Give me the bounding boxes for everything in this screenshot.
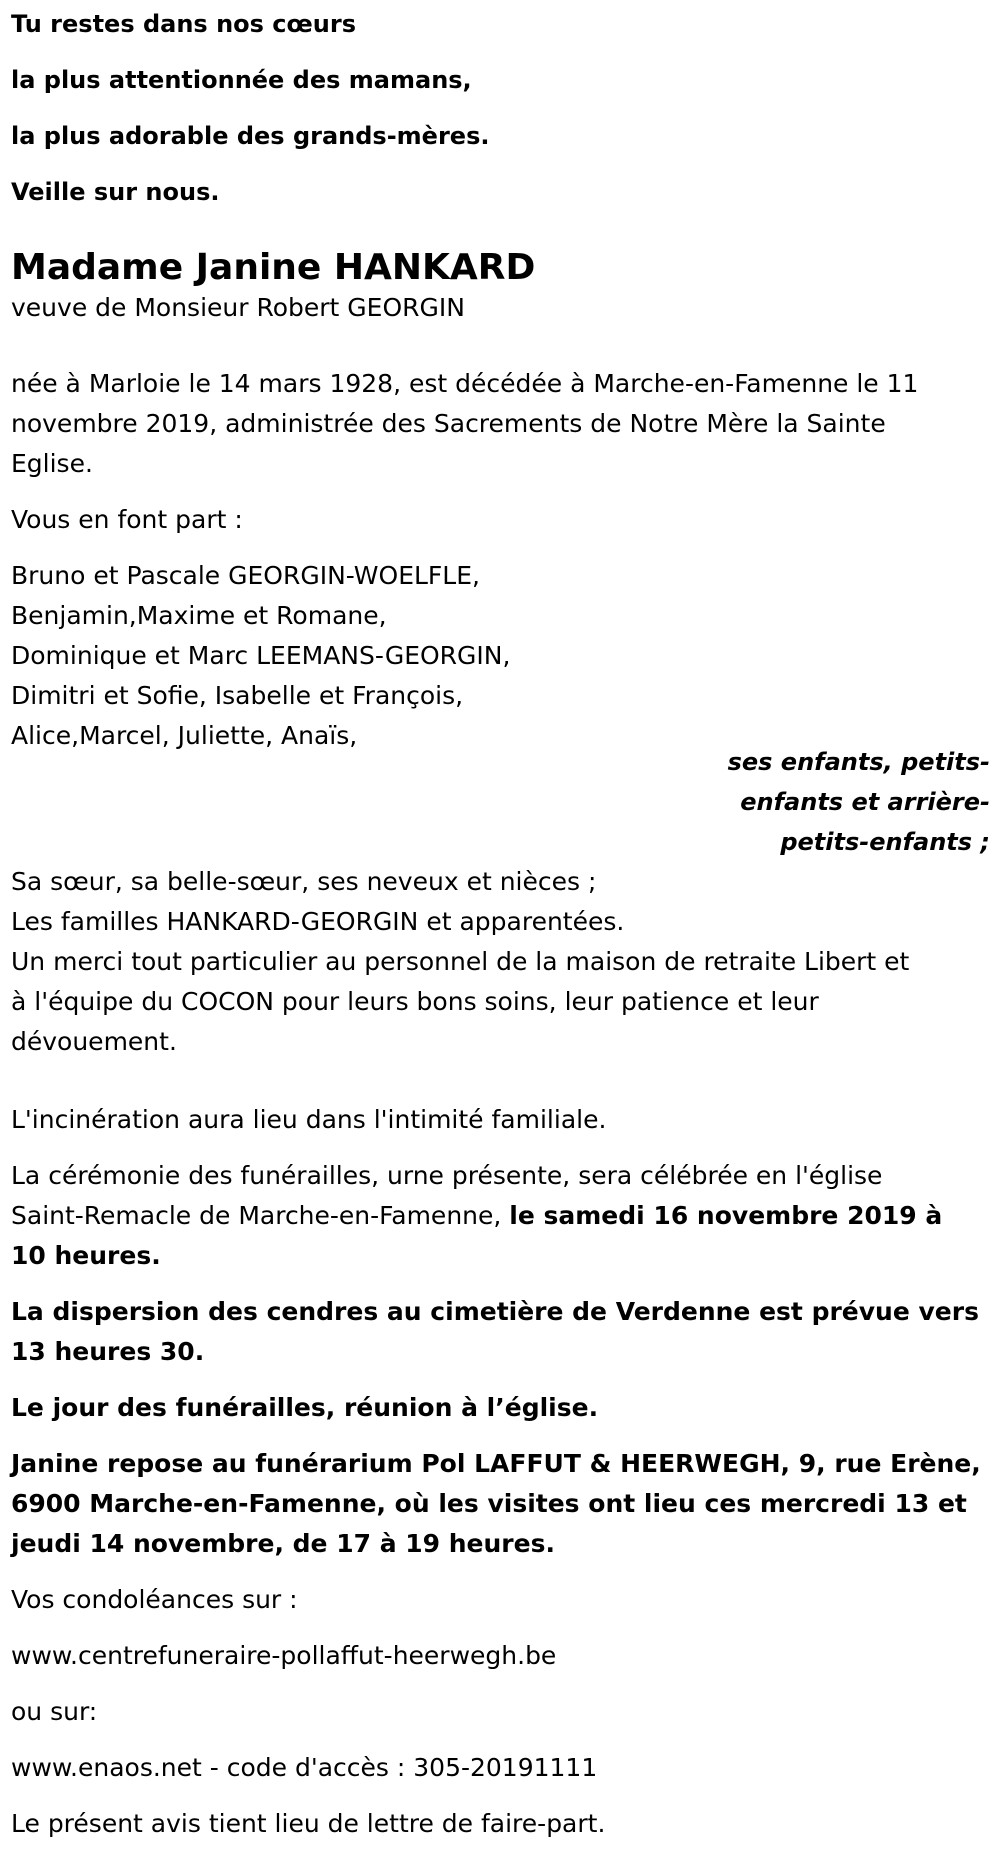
family-line: Alice,Marcel, Juliette, Anaïs, xyxy=(11,721,358,750)
verse-line: la plus attentionnée des mamans, xyxy=(11,66,472,94)
thanks-paragraph xyxy=(11,942,990,1062)
thanks-line: Un merci tout particulier au personnel de la maison de retraite Libert et xyxy=(11,947,910,976)
other-family xyxy=(11,862,990,942)
condolences-link-secondary[interactable]: www.enaos.net - code d'accès : 305-20191111 xyxy=(11,1753,598,1782)
condolences-label: Vos condoléances sur : xyxy=(11,1585,298,1614)
verse-line: la plus adorable des grands-mères. xyxy=(11,122,490,150)
family-role xyxy=(11,742,990,862)
thanks-line: dévouement. xyxy=(11,1027,177,1056)
announce-label: Vous en font part : xyxy=(11,505,243,534)
family-line: Dominique et Marc LEEMANS-GEORGIN, xyxy=(11,641,511,670)
verse-line: Veille sur nous. xyxy=(11,178,220,206)
footer-note: Le présent avis tient lieu de lettre de faire-part. xyxy=(11,1809,606,1838)
condolences-link-primary[interactable]: www.centrefuneraire-pollaffut-heerwegh.be xyxy=(11,1641,557,1670)
incineration-notice: L'incinération aura lieu dans l'intimité familiale. xyxy=(11,1105,607,1134)
verse-block xyxy=(11,0,990,220)
ceremony-time: 10 heures. xyxy=(11,1241,161,1270)
birth-death-line: née à Marloie le 14 mars 1928, est décédée à Marche-en-Famenne le 11 xyxy=(11,369,919,398)
family-line: Bruno et Pascale GEORGIN-WOELFLE, xyxy=(11,561,480,590)
birth-death-line: Eglise. xyxy=(11,449,93,478)
ceremony-paragraph xyxy=(11,1156,990,1276)
family-line: Dimitri et Sofie, Isabelle et François, xyxy=(11,681,464,710)
other-family-line: Les familles HANKARD-GEORGIN et apparentées. xyxy=(11,907,625,936)
ceremony-line: La cérémonie des funérailles, urne présente, sera célébrée en l'église xyxy=(11,1161,883,1190)
deceased-subtitle: veuve de Monsieur Robert GEORGIN xyxy=(11,293,465,322)
ceremony-date: le samedi 16 novembre 2019 à xyxy=(509,1201,943,1230)
family-role-line: enfants et arrière- xyxy=(740,788,990,816)
funeral-home-line: Janine repose au funérarium Pol LAFFUT & HEERWEGH, 9, rue Erène, xyxy=(11,1449,981,1478)
verse-line: Tu restes dans nos cœurs xyxy=(11,10,356,38)
spacer xyxy=(11,1062,990,1100)
ceremony-place: Saint-Remacle de Marche-en-Famenne, xyxy=(11,1201,510,1230)
or-label: ou sur: xyxy=(11,1697,98,1726)
family-line: Benjamin,Maxime et Romane, xyxy=(11,601,387,630)
meeting-notice: Le jour des funérailles, réunion à l’église. xyxy=(11,1393,599,1422)
deceased-name: Madame Janine HANKARD xyxy=(11,247,536,288)
funeral-home-line: 6900 Marche-en-Famenne, où les visites ont lieu ces mercredi 13 et xyxy=(11,1489,967,1518)
family-list xyxy=(11,556,990,756)
dispersion-paragraph xyxy=(11,1292,990,1372)
spacer xyxy=(11,348,990,364)
dispersion-line: La dispersion des cendres au cimetière de Verdenne est prévue vers xyxy=(11,1297,979,1326)
birth-death-line: novembre 2019, administrée des Sacrements de Notre Mère la Sainte xyxy=(11,409,886,438)
family-role-line: ses enfants, petits- xyxy=(727,748,990,776)
ceremony-line xyxy=(11,1196,990,1236)
dispersion-line: 13 heures 30. xyxy=(11,1337,205,1366)
funeral-home-paragraph xyxy=(11,1444,990,1564)
birth-death-paragraph xyxy=(11,364,990,484)
thanks-line: à l'équipe du COCON pour leurs bons soins, leur patience et leur xyxy=(11,987,819,1016)
family-role-line: petits-enfants ; xyxy=(780,828,990,856)
funeral-home-line: jeudi 14 novembre, de 17 à 19 heures. xyxy=(11,1529,555,1558)
other-family-line: Sa sœur, sa belle-sœur, ses neveux et nièces ; xyxy=(11,867,597,896)
